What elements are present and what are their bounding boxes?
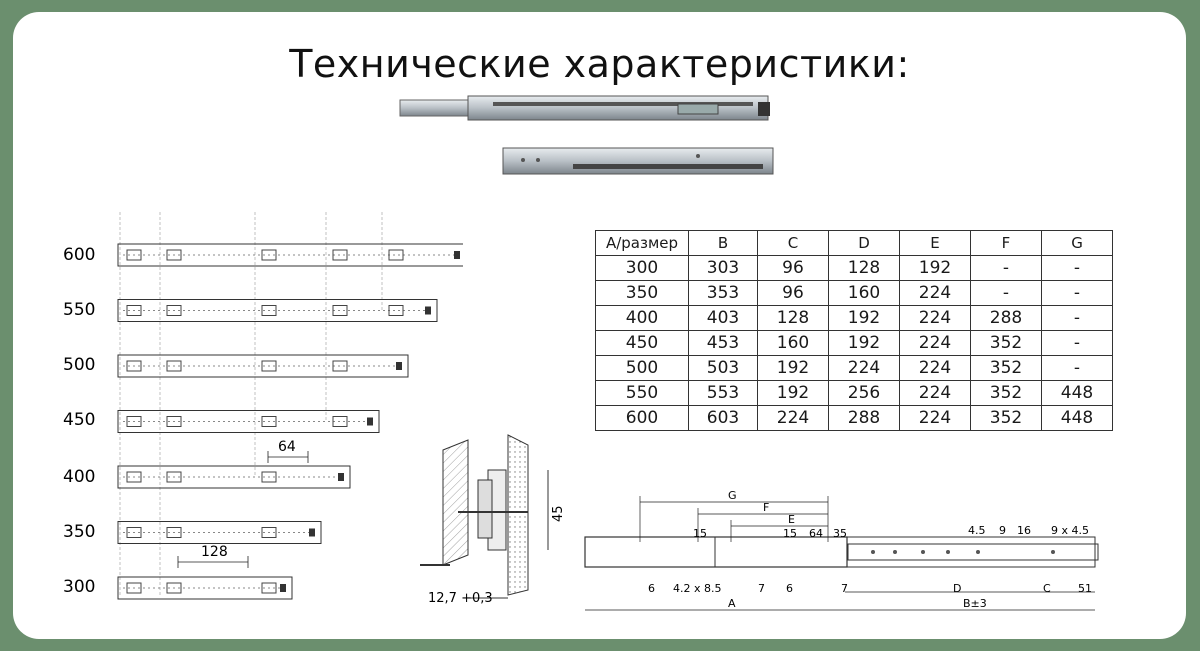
rail-label-350: 350	[63, 522, 96, 542]
table-cell: 128	[758, 306, 829, 331]
table-cell: -	[1042, 331, 1113, 356]
column-header: A/размер	[596, 231, 689, 256]
mounting-slot	[389, 250, 403, 260]
table-cell: 192	[900, 256, 971, 281]
spec-card	[13, 12, 1186, 639]
table-cell: 224	[829, 356, 900, 381]
dim-7a: 7	[758, 582, 765, 595]
table-cell: 352	[971, 356, 1042, 381]
rail-end-stop	[425, 307, 431, 315]
table-cell: 448	[1042, 381, 1113, 406]
table-cell: 448	[1042, 406, 1113, 431]
dim-15a: 15	[693, 527, 707, 540]
cross-section-drawing	[408, 430, 578, 610]
rail-label-550: 550	[63, 300, 96, 320]
table-cell: 353	[689, 281, 758, 306]
table-cell: 224	[900, 281, 971, 306]
rail-end-stop	[280, 584, 286, 592]
table-cell: 503	[689, 356, 758, 381]
dim-64: 64	[809, 527, 823, 540]
dim-6a: 6	[648, 582, 655, 595]
rail-end-stop	[454, 251, 460, 259]
side-view-drawing	[583, 482, 1123, 622]
table-cell: 453	[689, 331, 758, 356]
rail-drawings	[63, 207, 463, 607]
table-cell: -	[1042, 256, 1113, 281]
dim-35: 35	[833, 527, 847, 540]
table-cell: 224	[900, 331, 971, 356]
rail-label-400: 400	[63, 467, 96, 487]
table-cell: 600	[596, 406, 689, 431]
table-cell: 288	[829, 406, 900, 431]
table-cell: -	[1042, 356, 1113, 381]
dim-9: 9	[999, 524, 1006, 537]
rail-end-stop	[338, 473, 344, 481]
table-cell: 352	[971, 331, 1042, 356]
table-cell: 192	[758, 381, 829, 406]
dim-C: C	[1043, 582, 1051, 595]
rail-label-500: 500	[63, 355, 96, 375]
table-cell: 300	[596, 256, 689, 281]
page-title: Технические характеристики:	[289, 42, 910, 86]
column-header: C	[758, 231, 829, 256]
column-header: F	[971, 231, 1042, 256]
rail-end-stop	[309, 529, 315, 537]
table-cell: 192	[758, 356, 829, 381]
dim-128: 128	[201, 544, 228, 560]
dim-E: E	[788, 513, 795, 526]
table-row	[596, 256, 1113, 281]
table-cell: 256	[829, 381, 900, 406]
table-row	[596, 356, 1113, 381]
rail-label-450: 450	[63, 410, 96, 430]
table-row	[596, 281, 1113, 306]
table-cell: -	[1042, 281, 1113, 306]
table-row	[596, 406, 1113, 431]
dim-64: 64	[278, 439, 296, 455]
dim-G: G	[728, 489, 737, 502]
rail-label-600: 600	[63, 245, 96, 265]
table-cell: 160	[758, 331, 829, 356]
rail-end-stop	[367, 418, 373, 426]
rail-label-300: 300	[63, 577, 96, 597]
table-cell: 403	[689, 306, 758, 331]
table-cell: 450	[596, 331, 689, 356]
dim-7b: 7	[841, 582, 848, 595]
table-cell: 192	[829, 331, 900, 356]
table-cell: 500	[596, 356, 689, 381]
column-header: E	[900, 231, 971, 256]
dim-A: A	[728, 597, 736, 610]
column-header: B	[689, 231, 758, 256]
table-cell: -	[971, 281, 1042, 306]
rail-extended	[400, 96, 770, 120]
table-cell: 603	[689, 406, 758, 431]
table-row	[596, 331, 1113, 356]
dim-45: 45	[551, 505, 566, 522]
dim-15b: 15	[783, 527, 797, 540]
table-row	[596, 381, 1113, 406]
dim-9x4-5: 9 x 4.5	[1051, 524, 1089, 537]
rail-length-labels	[63, 245, 95, 597]
table-cell: 303	[689, 256, 758, 281]
dim-B: B±3	[963, 597, 987, 610]
table-cell: 400	[596, 306, 689, 331]
table-row	[596, 306, 1113, 331]
table-cell: 96	[758, 281, 829, 306]
table-cell: 192	[829, 306, 900, 331]
table-cell: 96	[758, 256, 829, 281]
column-header: G	[1042, 231, 1113, 256]
table-cell: -	[971, 256, 1042, 281]
table-cell: 224	[900, 381, 971, 406]
dim-51: 51	[1078, 582, 1092, 595]
rail-closed	[503, 148, 773, 174]
dim-F: F	[763, 501, 770, 514]
table-cell: 224	[900, 356, 971, 381]
table-cell: 352	[971, 381, 1042, 406]
dim-D: D	[953, 582, 962, 595]
rail-end-stop	[396, 362, 402, 370]
table-cell: -	[1042, 306, 1113, 331]
mounting-slot	[389, 306, 403, 316]
table-cell: 550	[596, 381, 689, 406]
dim-6b: 6	[786, 582, 793, 595]
column-header: D	[829, 231, 900, 256]
table-cell: 352	[971, 406, 1042, 431]
table-cell: 553	[689, 381, 758, 406]
dim-16: 16	[1017, 524, 1031, 537]
table-cell: 224	[900, 406, 971, 431]
table-cell: 224	[758, 406, 829, 431]
product-photo	[398, 90, 778, 182]
table-header-row	[596, 231, 1113, 256]
dim-4-5: 4.5	[968, 524, 986, 537]
dim-4-2x8-5: 4.2 x 8.5	[673, 582, 722, 595]
spec-table	[595, 230, 1113, 431]
table-cell: 350	[596, 281, 689, 306]
table-cell: 128	[829, 256, 900, 281]
dim-12-7: 12,7 +0,3	[428, 591, 493, 606]
table-cell: 224	[900, 306, 971, 331]
table-cell: 288	[971, 306, 1042, 331]
table-cell: 160	[829, 281, 900, 306]
